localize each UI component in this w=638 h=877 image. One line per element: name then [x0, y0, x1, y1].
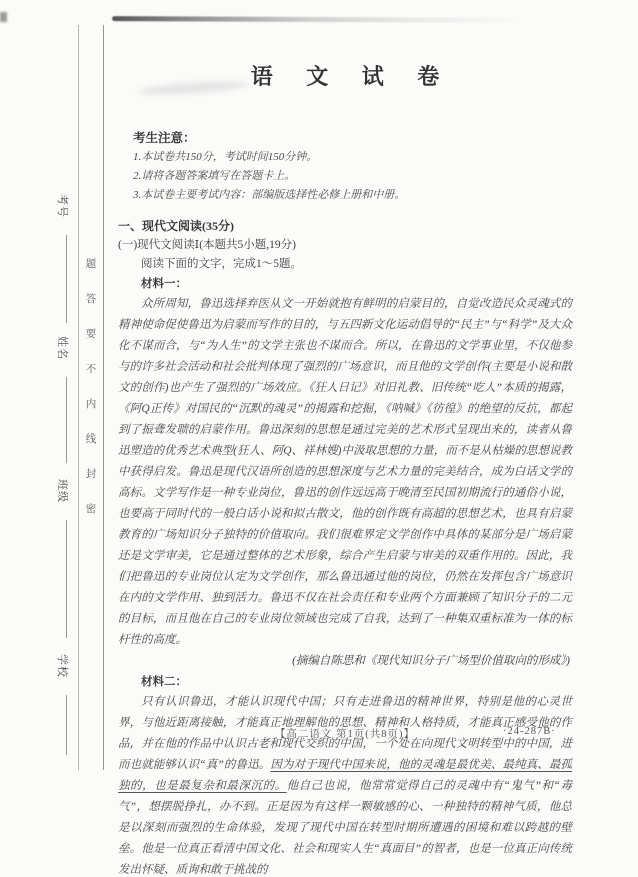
seal-line-inner [103, 25, 104, 770]
seal-text-char: 封 [85, 469, 97, 480]
material1-paragraph: 众所周知，鲁迅选择弃医从文一开始就抱有鲜明的启蒙目的，自觉改造民众灵魂式的精神使命促使鲁迅为启蒙而写作的目的，与五四新文化运动倡导的“民主”与“科学”及大众化不谋而合，与“为人生”的文学主张也不谋而合。所以，在鲁迅的文学事业里，不仅他参与的许多社会活动和社会批判体现了强烈的广场意识，而且他的文学创作(主要是小说和散文的创作)也产生了强烈的广场效应。《狂人日记》对旧礼教、旧传统“吃人”本质的揭露，《阿Q正传》对国民的“沉默的魂灵”的揭露和挖掘，《呐喊》《彷徨》的绝望的反抗，都起到了振聋发聩的启蒙作用。鲁迅深刻的思想是通过完美的艺术形式呈现出来的，读者从鲁迅塑造的优秀艺术典型(狂人、阿Q、祥林嫂)中汲取思想的力量，而不是从枯燥的思想说教中获得启发。鲁迅是现代汉语所创造的思想深度与艺术力量的完美结合，成为白话文学的高标。文学写作是一种专业岗位，鲁迅的创作远远高于晚清至民国初期流行的通俗小说，也要高于同时代的一般白话小说和拟古散文，他的创作既有高超的思想艺术，也具有启蒙教育的广场知识分子独特的价值取向。我们很难界定文学创作中具体的某部分是广场启蒙还是文学审美，它是通过整体的艺术形象，综合产生启蒙与审美的双重作用的。因此，我们把鲁迅的专业岗位认定为文学创作，那么鲁迅通过他的岗位，仍然在发挥包含广场意识在内的文学作用、独到活力。鲁迅不仅在社会责任和专业两个方面兼顾了知识分子的二元的目标，而且他在自己的专业岗位领域也完成了自我，达到了一种集双重标准为一体的标杆性的高度。 [118, 298, 572, 646]
scan-edge-mark [0, 12, 7, 22]
main-content [118, 62, 572, 877]
seal-text-char: 内 [85, 399, 97, 410]
reading-instruction: 阅读下面的文字，完成1～5题。 [141, 258, 302, 270]
material1-attribution: (摘编自陈思和《现代知识分子广场型价值取向的形成》) [292, 655, 570, 667]
seal-text-char: 题 [85, 259, 97, 270]
seal-text-char: 要 [85, 329, 97, 340]
notice-item-1: 1.本试卷共150分，考试时间150分钟。 [133, 151, 318, 163]
material2-text-before: 只有认识鲁迅，才能认识现代中国；只有走进鲁迅的精神世界，特别是他的心灵世界，与他近距离接触，才能真正地理解他的思想、精神和人格特质，才能真正感受他的作品，并在他的作品中认识古老和现代交织的中国，一个处在向现代文明转型中的中国，进而也就能够认识“真”的鲁迅。 [118, 696, 572, 771]
material1-label: 材料一： [141, 278, 187, 290]
material2-paragraph [118, 692, 572, 877]
examinee-notice [118, 128, 572, 205]
page-footer: 【高二语文 第1页(共8页)】 [274, 729, 416, 740]
material2-text-after: 他自己也说，他常常觉得自己的灵魂中有“鬼气”和“毒气”，想摆脱挣扎，办不到。正是因为有这样一颗敏感的心、一种独特的精神气质，他总是以深刻而强烈的生命体验，发现了现代中国在转型时期所遭遇的困境和难以跨越的壁垒。他是一位真正看清中国文化、社会和现实人生“真面目”的智者，也是一位真正向传统发出怀疑、质询和敢于挑战的 [118, 780, 573, 876]
material2-underlined-sentence: 因为对于现代中国来说，他的灵魂是最优美、最纯真、最孤独的，也是最复杂和最深沉的。 [118, 759, 573, 792]
notice-item-3: 3.本试卷主要考试内容：部编版选择性必修上册和中册。 [133, 189, 406, 201]
name-label: 姓名 [56, 336, 68, 360]
seal-text-char: 不 [85, 364, 97, 375]
class-label: 班级 [56, 479, 68, 503]
seal-line-outer [78, 25, 79, 770]
seal-text-char: 密 [85, 504, 97, 515]
school-fill-line [66, 695, 67, 755]
material2-label: 材料二： [141, 676, 187, 688]
seal-text-char: 线 [85, 434, 97, 445]
section-subheading: (一)现代文阅读Ⅰ(本题共5小题,19分) [118, 239, 296, 251]
name-fill-line [66, 377, 67, 463]
class-fill-line [66, 520, 67, 638]
paper-code: ·24-287B· [503, 726, 556, 737]
notice-item-2: 2.请将各题答案填写在答题卡上。 [133, 170, 296, 182]
notice-heading: 考生注意： [133, 131, 196, 145]
section-heading: 一、现代文阅读(35分) [118, 219, 234, 233]
exam-number-fill-line [66, 235, 67, 323]
scan-artifact-streak [112, 16, 522, 23]
seal-text-char: 答 [85, 294, 97, 305]
school-label: 学校 [56, 654, 68, 678]
exam-number-label: 考号 [56, 194, 68, 218]
page-title: 语 文 试 卷 [250, 64, 454, 89]
